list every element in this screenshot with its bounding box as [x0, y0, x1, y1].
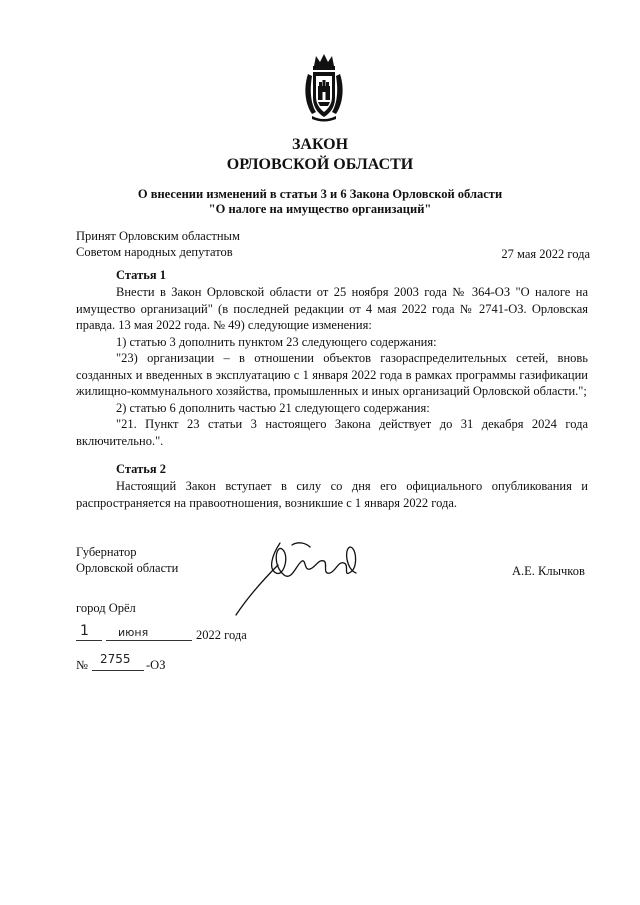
law-subtitle-line1: О внесении изменений в статьи 3 и 6 Закона Орловской области — [137, 187, 503, 201]
article1-paragraph-2: 1) статью 3 дополнить пунктом 23 следующего содержания: — [116, 334, 437, 349]
date-month-line — [106, 640, 192, 641]
law-subtitle-line2: "О налоге на имущество организаций" — [208, 202, 432, 216]
adoption-date: 27 мая 2022 года — [501, 247, 590, 261]
date-day-line — [76, 640, 102, 641]
date-month: июня — [118, 626, 149, 639]
date-year: 2022 года — [196, 628, 247, 642]
date-day: 1 — [80, 623, 89, 639]
adoption-line1: Принят Орловским областным — [76, 229, 240, 243]
adoption-line2: Советом народных депутатов — [76, 245, 233, 259]
law-title-line2: ОРЛОВСКОЙ ОБЛАСТИ — [226, 156, 414, 173]
coat-of-arms-emblem — [302, 52, 346, 122]
article2-paragraph-1: Настоящий Закон вступает в силу со дня его официального опубликования и распространяется на правоотношения, возникшие с 1 января 2022 года. — [76, 479, 588, 510]
law-number: 2755 — [100, 652, 131, 666]
article2-heading: Статья 2 — [116, 462, 166, 476]
city-label: город Орёл — [76, 601, 136, 615]
article1-paragraph-3: "23) организации – в отношении объектов газораспределительных сетей, вновь созданных и введенных в эксплуатацию с 1 января 2022 года в рамках программы газификации жилищно-коммунального хозяйства, промышленных и иных организаций Орловской области."; — [76, 351, 588, 398]
article2-body — [76, 478, 588, 511]
article1-paragraph-4: 2) статью 6 дополнить частью 21 следующего содержания: — [116, 400, 430, 415]
signatory-name: А.Е. Клычков — [512, 564, 585, 578]
number-suffix: -ОЗ — [146, 658, 166, 672]
number-prefix: № — [76, 658, 88, 672]
article1-paragraph-5: "21. Пункт 23 статьи 3 настоящего Закона действует до 31 декабря 2024 года включительно.". — [76, 417, 588, 448]
article1-paragraph-1: Внести в Закон Орловской области от 25 ноября 2003 года № 364-ОЗ "О налоге на имущество организаций" (в последней редакции от 4 мая 2022 года № 2741-ОЗ. Орловская правда. 13 мая 2022 года. № 49) следующие изменения: — [76, 285, 588, 332]
signatory-title-line1: Губернатор — [76, 545, 137, 559]
signatory-title-line2: Орловской области — [76, 561, 179, 575]
law-number-line — [92, 670, 144, 671]
article1-heading: Статья 1 — [116, 268, 166, 282]
law-title-line1: ЗАКОН — [291, 136, 349, 153]
article1-body — [76, 284, 588, 449]
handwritten-signature — [232, 535, 372, 625]
